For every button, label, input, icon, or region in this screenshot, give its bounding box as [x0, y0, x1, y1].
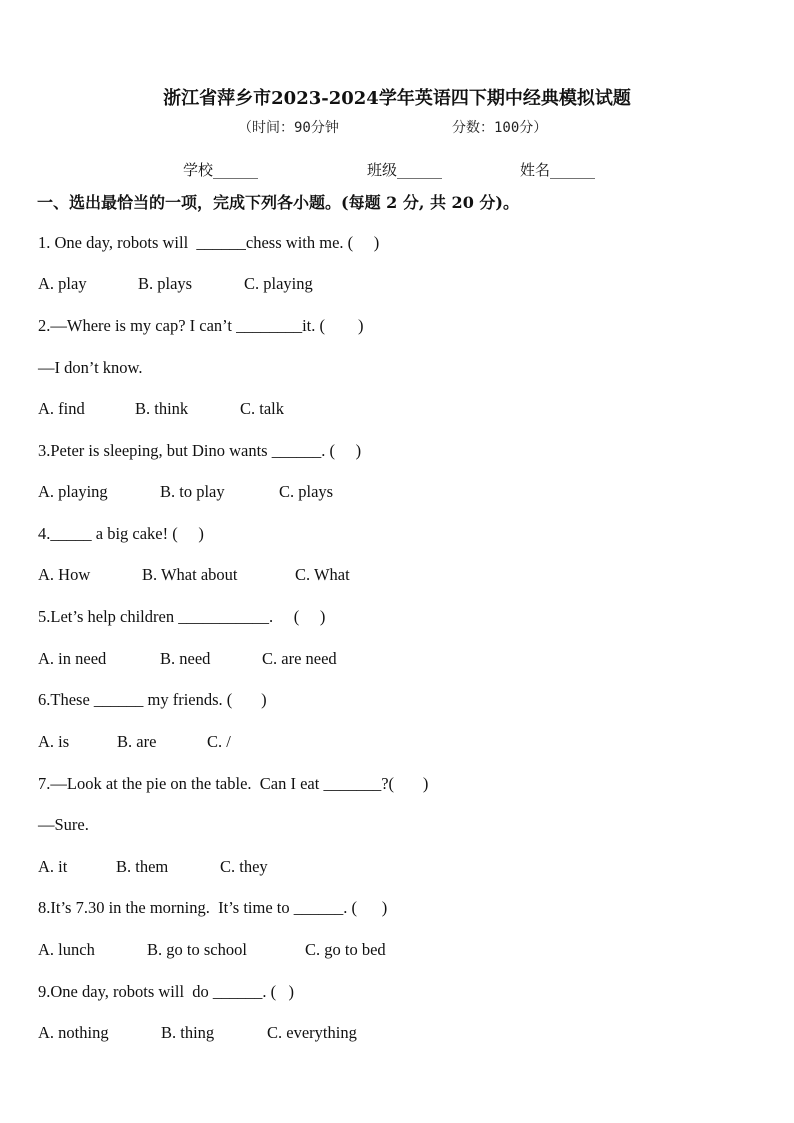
name-field: 姓名______ [520, 161, 596, 179]
q2-option-c: C. talk [240, 399, 284, 418]
section-heading: 一、选出最恰当的一项，完成下列各小题。(每题 2 分, 共 20 分)。 [37, 193, 519, 212]
question-4: 4._____ a big cake! ( ) [38, 524, 204, 543]
q1-option-c: C. playing [244, 274, 313, 293]
question-9: 9.One day, robots will do ______. ( ) [38, 982, 295, 1001]
q2-option-b: B. think [135, 399, 189, 418]
q8-option-b: B. go to school [147, 940, 247, 959]
q7-option-b: B. them [116, 857, 169, 876]
question-5: 5.Let’s help children ___________. ( ) [38, 607, 326, 626]
question-8: 8.It’s 7.30 in the morning. It’s time to ______. ( ) [38, 898, 388, 917]
q9-option-c: C. everything [267, 1023, 357, 1042]
q2-option-a: A. find [38, 399, 85, 418]
q8-option-c: C. go to bed [305, 940, 386, 959]
q3-option-a: A. playing [38, 482, 108, 501]
question-7: 7.—Look at the pie on the table. Can I eat _______?( ) [38, 774, 429, 793]
question-6: 6.These ______ my friends. ( ) [38, 690, 267, 709]
school-field: 学校______ [183, 161, 259, 179]
exam-time: （时间：90分钟 [238, 120, 339, 136]
q7-option-a: A. it [38, 857, 68, 876]
question-1: 1. One day, robots will ______chess with me. ( ) [38, 233, 380, 252]
exam-score: 分数：100分） [452, 120, 548, 136]
q1-option-a: A. play [38, 274, 87, 293]
q6-option-b: B. are [117, 732, 157, 751]
q2-reply: —I don’t know. [38, 358, 143, 377]
q8-option-a: A. lunch [38, 940, 95, 959]
q9-option-b: B. thing [161, 1023, 215, 1042]
q4-option-a: A. How [38, 565, 91, 584]
q3-option-c: C. plays [279, 482, 334, 501]
q6-option-a: A. is [38, 732, 70, 751]
q4-option-c: C. What [295, 565, 350, 584]
q9-option-a: A. nothing [38, 1023, 109, 1042]
exam-title: 浙江省萍乡市2023-2024学年英语四下期中经典模拟试题 [163, 88, 631, 109]
q3-option-b: B. to play [160, 482, 225, 501]
q6-option-c: C. / [207, 732, 231, 751]
q4-option-b: B. What about [142, 565, 238, 584]
q7-reply: —Sure. [38, 815, 89, 834]
question-2: 2.—Where is my cap? I can’t ________it. ( ) [38, 316, 364, 335]
question-3: 3.Peter is sleeping, but Dino wants ______. ( ) [38, 441, 362, 460]
q5-option-a: A. in need [38, 649, 107, 668]
q7-option-c: C. they [220, 857, 268, 876]
q5-option-c: C. are need [262, 649, 337, 668]
class-field: 班级______ [367, 161, 443, 179]
q5-option-b: B. need [160, 649, 211, 668]
q1-option-b: B. plays [138, 274, 193, 293]
